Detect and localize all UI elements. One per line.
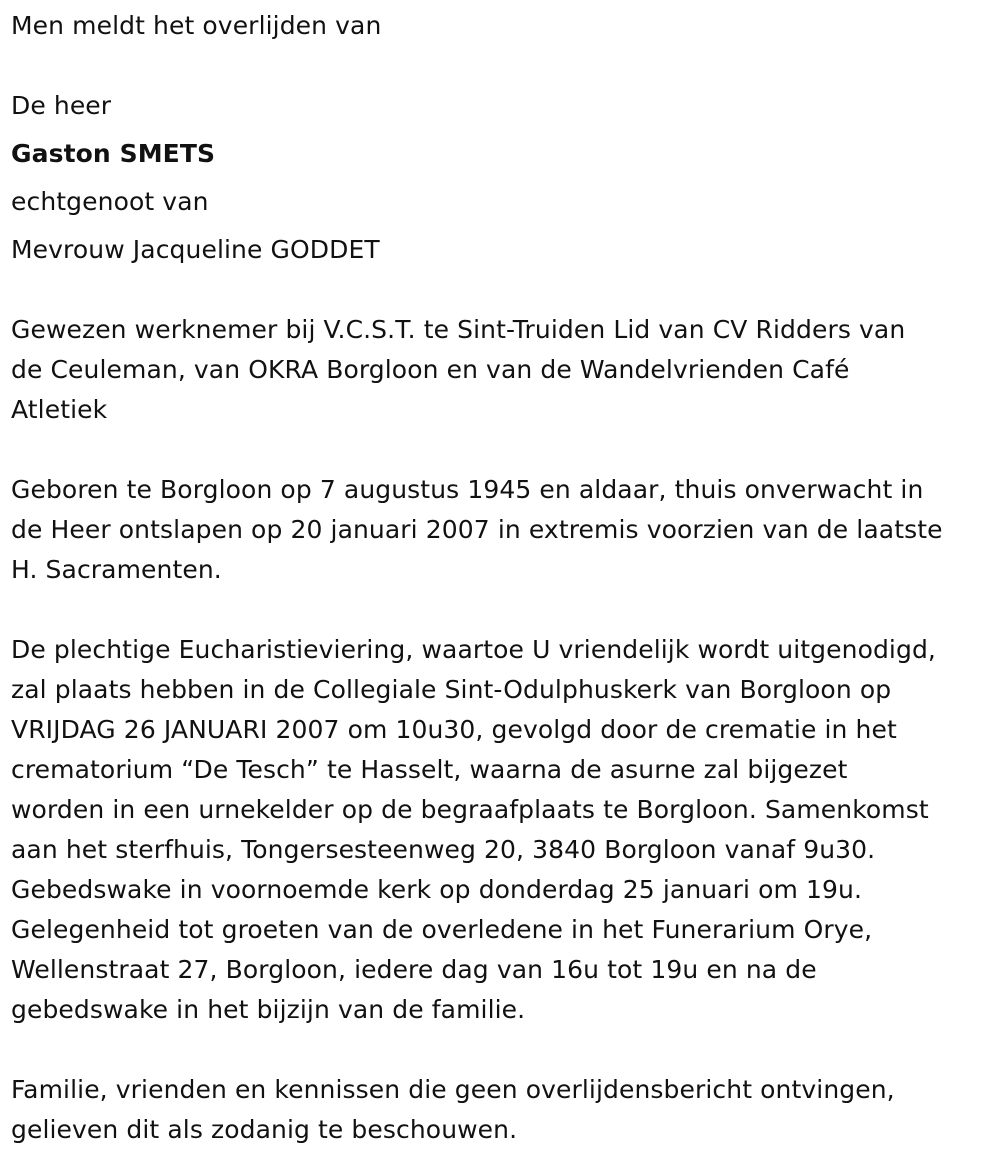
- ceremony-line: crematorium “De Tesch” te Hasselt, waarna de asurne zal bijgezet: [11, 755, 848, 784]
- closing-line: gelieven dit als zodanig te beschouwen.: [11, 1115, 518, 1144]
- spacer: [11, 270, 991, 310]
- ceremony-line: Gebedswake in voornoemde kerk op donderdag 25 januari om 19u.: [11, 875, 862, 904]
- birth-death-line: de Heer ontslapen op 20 januari 2007 in extremis voorzien van de laatste: [11, 515, 943, 544]
- closing-line: Familie, vrienden en kennissen die geen overlijdensbericht ontvingen,: [11, 1075, 895, 1104]
- intro-line: Men meldt het overlijden van: [11, 11, 382, 40]
- ceremony-line: Wellenstraat 27, Borgloon, iedere dag van 16u tot 19u en na de: [11, 955, 817, 984]
- ceremony-line: zal plaats hebben in de Collegiale Sint-Odulphuskerk van Borgloon op: [11, 675, 892, 704]
- ceremony-line: VRIJDAG 26 JANUARI 2007 om 10u30, gevolgd door de crematie in het: [11, 715, 897, 744]
- ceremony-paragraph: [11, 630, 991, 1030]
- ceremony-line: Gelegenheid tot groeten van de overledene in het Funerarium Orye,: [11, 915, 873, 944]
- career-line: Gewezen werknemer bij V.C.S.T. te Sint-Truiden Lid van CV Ridders van: [11, 315, 906, 344]
- career-paragraph: [11, 310, 991, 430]
- relation-label: echtgenoot van: [11, 187, 209, 216]
- obituary-notice: [11, 0, 991, 1150]
- career-line: de Ceuleman, van OKRA Borgloon en van de Wandelvrienden Café: [11, 355, 850, 384]
- spouse-name: Mevrouw Jacqueline GODDET: [11, 235, 380, 264]
- career-line: Atletiek: [11, 395, 108, 424]
- closing-paragraph: [11, 1070, 991, 1150]
- spacer: [11, 1030, 991, 1070]
- spacer: [11, 590, 991, 630]
- salutation: De heer: [11, 91, 112, 120]
- spacer: [11, 46, 991, 86]
- deceased-name: Gaston SMETS: [11, 139, 216, 168]
- spacer: [11, 430, 991, 470]
- ceremony-line: aan het sterfhuis, Tongersesteenweg 20, 3840 Borgloon vanaf 9u30.: [11, 835, 876, 864]
- birth-death-line: Geboren te Borgloon op 7 augustus 1945 en aldaar, thuis onverwacht in: [11, 475, 924, 504]
- ceremony-line: worden in een urnekelder op de begraafplaats te Borgloon. Samenkomst: [11, 795, 929, 824]
- ceremony-line: De plechtige Eucharistieviering, waartoe U vriendelijk wordt uitgenodigd,: [11, 635, 936, 664]
- birth-death-line: H. Sacramenten.: [11, 555, 222, 584]
- ceremony-line: gebedswake in het bijzijn van de familie.: [11, 995, 526, 1024]
- birth-death-paragraph: [11, 470, 991, 590]
